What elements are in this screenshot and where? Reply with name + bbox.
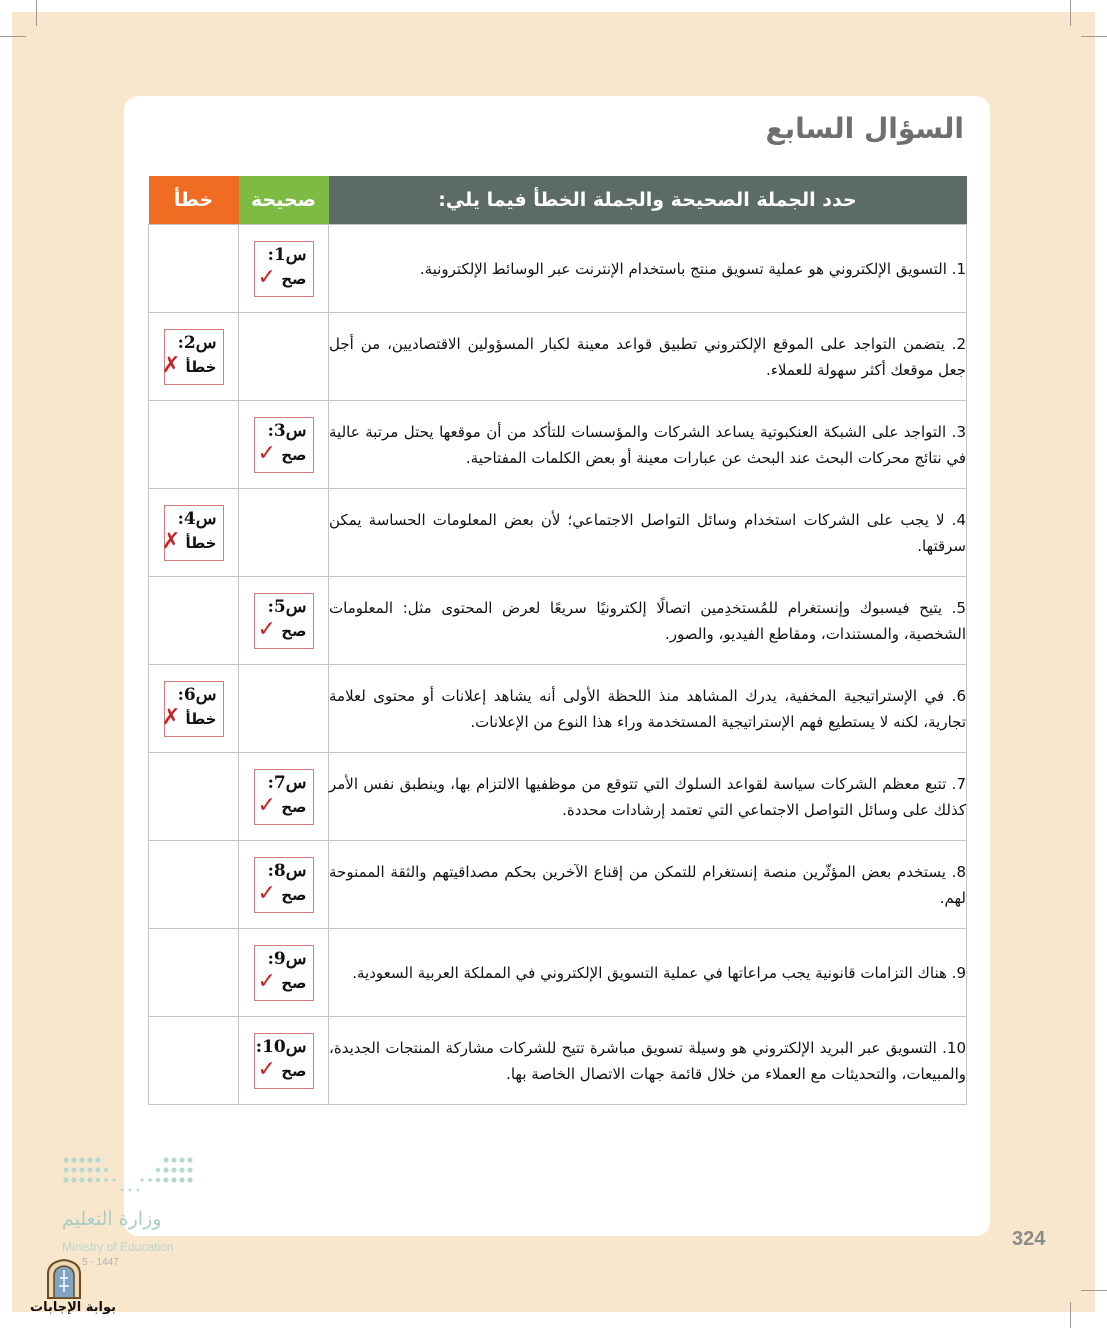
question-table bbox=[148, 176, 967, 1105]
verdict-text: خطأ bbox=[185, 533, 217, 552]
answer-stamp bbox=[254, 417, 314, 473]
crop-mark bbox=[36, 0, 37, 26]
verdict-text: صح bbox=[281, 269, 307, 288]
question-label: س2: bbox=[177, 332, 217, 353]
verdict-text: صح bbox=[281, 621, 307, 640]
header-true: صحيحة bbox=[239, 176, 329, 225]
table-row bbox=[149, 489, 967, 577]
check-icon: ✓ bbox=[257, 264, 276, 290]
table-row bbox=[149, 401, 967, 489]
question-label: س7: bbox=[267, 772, 307, 793]
table-row bbox=[149, 753, 967, 841]
statement-cell: 9. هناك التزامات قانونية يجب مراعاتها في عملية التسويق الإلكتروني في المملكة العربية السعودية. bbox=[329, 929, 967, 1017]
cross-icon: ✗ bbox=[161, 704, 181, 730]
cross-icon: ✗ bbox=[161, 352, 181, 378]
statement-cell: 10. التسويق عبر البريد الإلكتروني هو وسيلة تسويق مباشرة تتيح للشركات مشاركة المنتجات الجديدة، والمبيعات، والتحديثات مع العملاء من خلال قائمة جهات الاتصال الخاصة بها. bbox=[329, 1017, 967, 1105]
check-icon: ✓ bbox=[257, 616, 276, 642]
table-row bbox=[149, 577, 967, 665]
ministry-logo-icon bbox=[62, 1154, 198, 1198]
table-row bbox=[149, 313, 967, 401]
verdict-line bbox=[161, 704, 217, 731]
table-row bbox=[149, 665, 967, 753]
question-label: س3: bbox=[267, 420, 307, 441]
ministry-year: 5 - 1447 bbox=[82, 1257, 119, 1268]
false-cell bbox=[149, 1017, 239, 1105]
true-cell bbox=[239, 929, 329, 1017]
false-cell bbox=[149, 929, 239, 1017]
false-cell bbox=[149, 753, 239, 841]
answer-stamp bbox=[254, 593, 314, 649]
question-label: س1: bbox=[267, 244, 307, 265]
false-cell bbox=[149, 577, 239, 665]
crop-mark bbox=[0, 36, 26, 37]
answer-stamp bbox=[161, 505, 224, 561]
verdict-text: خطأ bbox=[185, 709, 217, 728]
page-number: 324 bbox=[1012, 1228, 1046, 1250]
header-statement: حدد الجملة الصحيحة والجملة الخطأ فيما يلي: bbox=[329, 176, 967, 225]
answer-stamp bbox=[254, 769, 314, 825]
true-cell bbox=[239, 489, 329, 577]
true-cell bbox=[239, 665, 329, 753]
statement-cell: 6. في الإستراتيجية المخفية، يدرك المشاهد منذ اللحظة الأولى أنه يشاهد إعلانات أو محتوى لعلامة تجارية، لكنه لا يستطيع فهم الإستراتيجية المستخدمة وراء هذا النوع من الإعلانات. bbox=[329, 665, 967, 753]
verdict-line bbox=[255, 1058, 307, 1083]
statement-cell: 4. لا يجب على الشركات استخدام وسائل التواصل الاجتماعي؛ لأن بعض المعلومات الحساسة يمكن سرقتها. bbox=[329, 489, 967, 577]
ministry-english-name: Ministry of Education bbox=[62, 1240, 174, 1254]
true-cell bbox=[239, 1017, 329, 1105]
true-cell bbox=[239, 577, 329, 665]
verdict-line bbox=[255, 266, 307, 291]
cross-icon: ✗ bbox=[161, 528, 181, 554]
header-false: خطأ bbox=[149, 176, 239, 225]
check-icon: ✓ bbox=[257, 792, 276, 818]
statement-cell: 5. يتيح فيسبوك وإنستغرام للمُستخدِمين اتصالًا إلكترونيًا سريعًا لعرض المحتوى مثل: المعلومات الشخصية، والمستندات، ومقاطع الفيديو، والصور. bbox=[329, 577, 967, 665]
true-cell bbox=[239, 753, 329, 841]
table-row bbox=[149, 929, 967, 1017]
table-row bbox=[149, 225, 967, 313]
false-cell bbox=[149, 489, 239, 577]
false-cell bbox=[149, 313, 239, 401]
false-cell bbox=[149, 665, 239, 753]
false-cell bbox=[149, 401, 239, 489]
verdict-line bbox=[255, 970, 307, 995]
verdict-text: صح bbox=[281, 797, 307, 816]
crop-mark bbox=[1081, 1290, 1107, 1291]
false-cell bbox=[149, 841, 239, 929]
table-row bbox=[149, 841, 967, 929]
check-icon: ✓ bbox=[257, 440, 276, 466]
crop-mark bbox=[1070, 1302, 1071, 1328]
portal-logo-icon bbox=[44, 1258, 84, 1300]
answer-stamp bbox=[254, 945, 314, 1001]
verdict-text: صح bbox=[281, 445, 307, 464]
true-cell bbox=[239, 313, 329, 401]
verdict-line bbox=[255, 882, 307, 907]
verdict-text: صح bbox=[281, 1061, 307, 1080]
verdict-line bbox=[255, 618, 307, 643]
verdict-line bbox=[161, 528, 217, 555]
answer-stamp bbox=[161, 329, 224, 385]
table-row bbox=[149, 1017, 967, 1105]
portal-name: بوابة الإجابات bbox=[30, 1300, 116, 1315]
answer-stamp bbox=[254, 857, 314, 913]
question-label: س6: bbox=[177, 684, 217, 705]
verdict-text: صح bbox=[281, 885, 307, 904]
verdict-text: صح bbox=[281, 973, 307, 992]
crop-mark bbox=[1081, 36, 1107, 37]
question-label: س8: bbox=[267, 860, 307, 881]
true-cell bbox=[239, 841, 329, 929]
question-label: س5: bbox=[267, 596, 307, 617]
statement-cell: 7. تتبع معظم الشركات سياسة لقواعد السلوك التي تتوقع من موظفيها الالتزام بها، وينطبق نفس الأمر كذلك على وسائل التواصل الاجتماعي التي تعتمد إرشادات محددة. bbox=[329, 753, 967, 841]
question-label: س4: bbox=[177, 508, 217, 529]
question-label: س10: bbox=[255, 1036, 307, 1057]
check-icon: ✓ bbox=[257, 1056, 276, 1082]
check-icon: ✓ bbox=[257, 880, 276, 906]
crop-mark bbox=[1070, 0, 1071, 26]
true-cell bbox=[239, 225, 329, 313]
answer-stamp bbox=[161, 681, 224, 737]
false-cell bbox=[149, 225, 239, 313]
answer-stamp bbox=[254, 1033, 314, 1089]
verdict-line bbox=[255, 794, 307, 819]
statement-cell: 2. يتضمن التواجد على الموقع الإلكتروني تطبيق قواعد معينة لكبار المسؤولين الاقتصاديين، من أجل جعل موقعك أكثر سهولة للعملاء. bbox=[329, 313, 967, 401]
statement-cell: 1. التسويق الإلكتروني هو عملية تسويق منتج باستخدام الإنترنت عبر الوسائط الإلكترونية. bbox=[329, 225, 967, 313]
true-cell bbox=[239, 401, 329, 489]
ministry-arabic-name: وزارة التعليم bbox=[62, 1208, 162, 1230]
answer-stamp bbox=[254, 241, 314, 297]
question-label: س9: bbox=[267, 948, 307, 969]
table-header-row bbox=[149, 176, 967, 225]
check-icon: ✓ bbox=[257, 968, 276, 994]
statement-cell: 8. يستخدم بعض المؤثّرين منصة إنستغرام للتمكن من إقناع الآخرين بحكم مصداقيتهم والثقة الممنوحة لهم. bbox=[329, 841, 967, 929]
verdict-text: خطأ bbox=[185, 357, 217, 376]
page-title: السؤال السابع bbox=[765, 112, 964, 145]
verdict-line bbox=[255, 442, 307, 467]
statement-cell: 3. التواجد على الشبكة العنكبوتية يساعد الشركات والمؤسسات للتأكد من أن موقعها يحتل مرتبة عالية في نتائج محركات البحث عند البحث عن عبارات معينة أو بعض الكلمات المفتاحية. bbox=[329, 401, 967, 489]
verdict-line bbox=[161, 352, 217, 379]
